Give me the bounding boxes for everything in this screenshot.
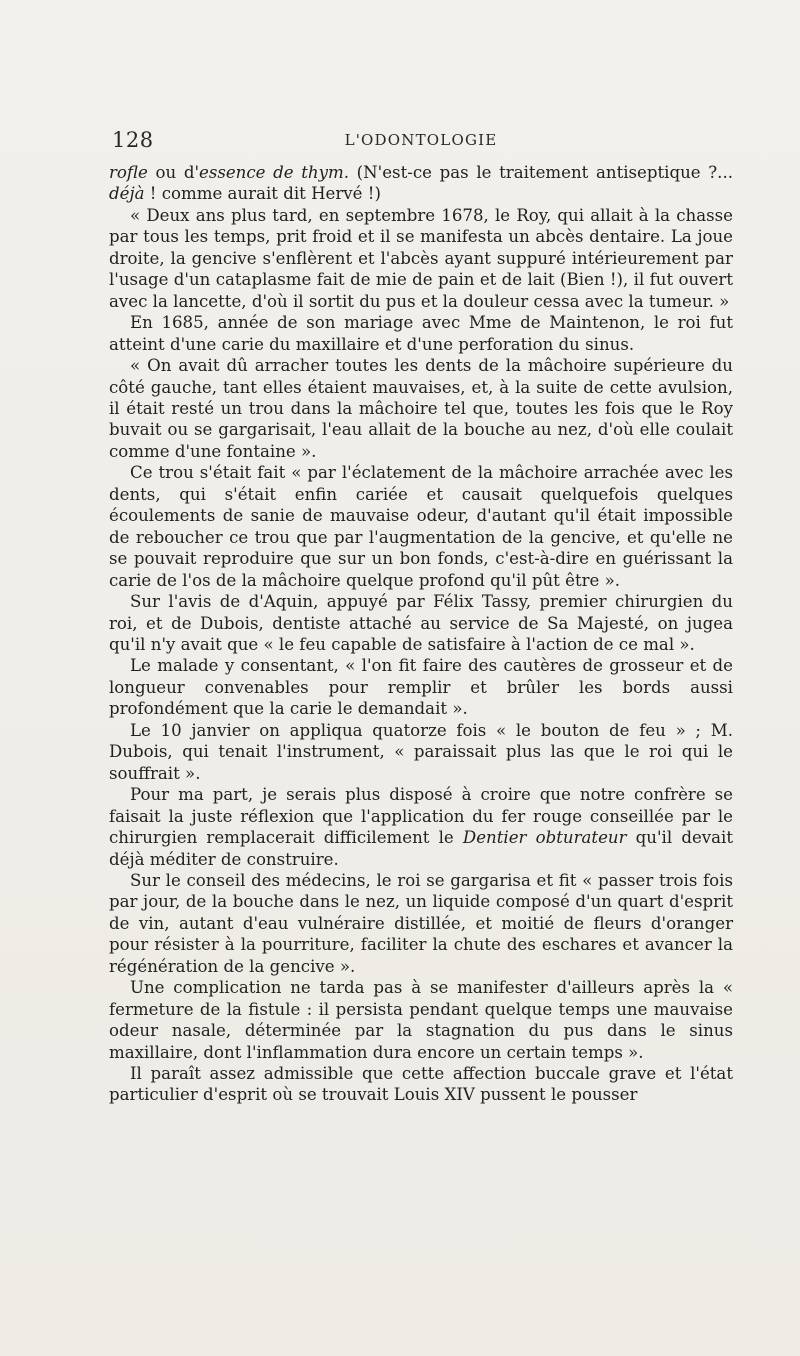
text-run: Une complication ne tarda pas à se manifester d'ailleurs après la « fermeture de la fistule : il persista pendant quelque temps une mauvaise odeur nasale, déterminée par la stagnation du pus dans le sinus maxillaire, dont l'inflammation dura encore un certain temps ».: [109, 978, 733, 1062]
text-run: Le 10 janvier on appliqua quatorze fois « le bouton de feu » ; M. Dubois, qui tenait l'instrument, « paraissait plus las que le roi qui le souffrait ».: [109, 720, 733, 783]
text-run: Pour ma part, je serais plus disposé à croire que notre confrère se faisait la juste réflexion que l'application du fer rouge conseillée par le chirurgien remplacerait difficilement le: [109, 785, 733, 848]
text-run: « On avait dû arracher toutes les dents de la mâchoire supérieure du côté gauche, tant elles étaient mauvaises, et, à la suite de cette avulsion, il était resté un trou dans la mâchoire tel que, toutes les fois que le Roy buvait ou se gargarisait, l'eau allait de la bouche au nez, d'où elle coulait comme d'une fontaine ».: [109, 356, 733, 461]
body-text: [109, 162, 733, 1106]
text-run: En 1685, année de son mariage avec Mme de Maintenon, le roi fut atteint d'une carie du maxillaire et d'une perforation du sinus.: [109, 313, 733, 354]
paragraph: [109, 205, 733, 312]
paragraph: [109, 591, 733, 655]
text-run: ou d': [147, 163, 200, 182]
paragraph: [109, 312, 733, 355]
text-run: qu'il devait déjà méditer de construire.: [109, 828, 734, 869]
italic-text: rofle: [109, 163, 148, 182]
text-run: ! comme aurait dit Hervé !): [144, 184, 381, 204]
paragraph: [109, 462, 733, 591]
text-run: Le malade y consentant, « l'on fit faire des cautères de grosseur et de longueur convenables pour remplir et brûler les bords aussi profondément que la carie le demandait ».: [109, 656, 733, 719]
text-run: (N'est-ce pas le traitement antiseptique ?...: [349, 163, 733, 182]
page-number: 128: [112, 128, 154, 152]
paragraph: [109, 162, 733, 205]
text-run: Il paraît assez admissible que cette affection buccale grave et l'état particulier d'esprit où se trouvait Louis XIV pussent le pousser: [109, 1064, 733, 1105]
italic-text: Dentier obturateur: [462, 828, 627, 848]
paragraph: [109, 977, 733, 1063]
text-run: Ce trou s'était fait « par l'éclatement de la mâchoire arrachée avec les dents, qui s'était enfin cariée et causait quelquefois quelques écoulements de sanie de mauvaise odeur, d'autant qu'il était impossible de reboucher ce trou que par l'augmentation de la gencive, et qu'elle ne se pouvait reproduire que sur un bon fonds, c'est-à-dire en guérissant la carie de l'os de la mâchoire quelque profond qu'il pût être ».: [109, 463, 733, 590]
paragraph: [109, 720, 733, 784]
paragraph: [109, 870, 733, 977]
page-header: [110, 127, 732, 153]
paragraph: [109, 1063, 733, 1106]
text-run: Sur l'avis de d'Aquin, appuyé par Félix Tassy, premier chirurgien du roi, et de Dubois, dentiste attaché au service de Sa Majesté, on jugea qu'il n'y avait que « le feu capable de satisfaire à l'action de ce mal ».: [109, 592, 733, 654]
text-run: Sur le conseil des médecins, le roi se gargarisa et fit « passer trois fois par jour, de la bouche dans le nez, un liquide composé d'un quart d'esprit de vin, autant d'eau vulnéraire distillée, et moitié de fleurs d'oranger pour résister à la pourriture, faciliter la chute des eschares et avancer la régénération de la gencive ».: [109, 870, 733, 976]
paragraph: [109, 355, 733, 462]
paragraph: [109, 655, 733, 719]
paragraph: [109, 784, 733, 870]
text-run: « Deux ans plus tard, en septembre 1678, le Roy, qui allait à la chasse par tous les temps, prit froid et il se manifesta un abcès dentaire. La joue droite, la gencive s'enflèrent et l'abcès ayant suppuré intérieurement par l'usage d'un cataplasme fait de mie de pain et de lait (Bien !), il fut ouvert avec la lancette, d'où il sortit du pus et la douleur cessa avec la tumeur. »: [109, 205, 733, 311]
running-title: L'ODONTOLOGIE: [344, 131, 498, 149]
italic-text: déjà: [109, 184, 145, 204]
italic-text: essence de thym.: [199, 163, 350, 182]
